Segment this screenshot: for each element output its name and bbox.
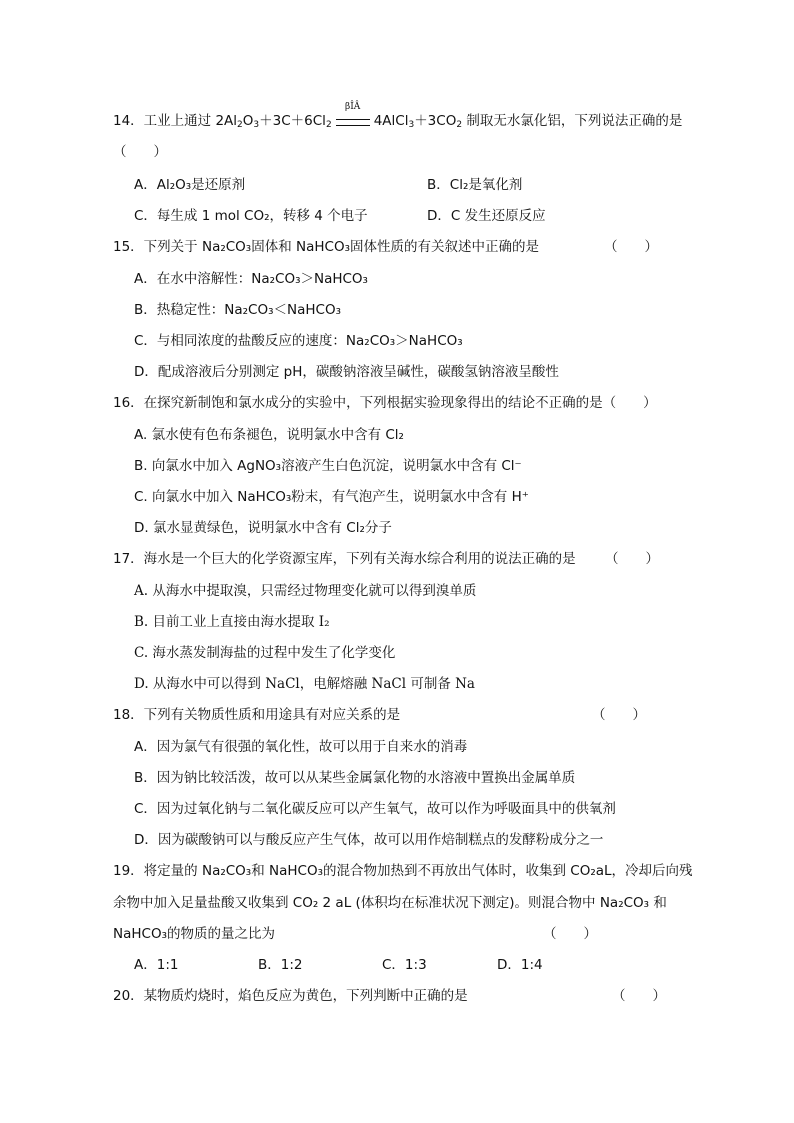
q19-option-d: D．1:4: [497, 957, 543, 973]
q14-sub-2: 3: [253, 120, 260, 130]
reaction-condition: βÎÂ: [345, 102, 361, 112]
reaction-arrow: [334, 102, 372, 130]
q16-option-c: C. 向氯水中加入 NaHCO₃粉末，有气泡产生，说明氯水中含有 H⁺: [134, 489, 529, 505]
q18-option-d: D．因为碳酸钠可以与酸反应产生气体，故可以用作焙制糕点的发酵粉成分之一: [134, 832, 604, 848]
question-14-stem: [113, 102, 683, 130]
answer-paren-18: （ ）: [592, 707, 646, 723]
answer-paren-20: （ ）: [612, 988, 666, 1004]
q14-text-1: 14．工业上通过 2Al: [113, 113, 238, 129]
q15-option-b: B．热稳定性：Na₂CO₃＜NaHCO₃: [134, 302, 341, 318]
q14-sub-5: 2: [456, 120, 463, 130]
q14-text-3: ＋3C＋6Cl: [259, 113, 326, 129]
question-19-line-3: NaHCO₃的物质的量之比为: [113, 926, 275, 942]
q16-option-a: A. 氯水使有色布条褪色，说明氯水中含有 Cl₂: [134, 427, 404, 443]
question-15-stem: 15．下列关于 Na₂CO₃固体和 NaHCO₃固体性质的有关叙述中正确的是: [113, 239, 539, 255]
q14-text-5: ＋3CO: [414, 113, 457, 129]
answer-paren-14: （ ）: [113, 144, 167, 160]
q15-option-d: D．配成溶液后分别测定 pH，碳酸钠溶液呈碱性，碳酸氢钠溶液呈酸性: [134, 364, 559, 380]
question-18-stem: 18．下列有关物质性质和用途具有对应关系的是: [113, 707, 401, 723]
q14-option-a: A．Al₂O₃是还原剂: [134, 177, 246, 193]
question-19-line-1: 19．将定量的 Na₂CO₃和 NaHCO₃的混合物加热到不再放出气体时，收集到 CO₂aL，冷却后向残: [113, 863, 693, 879]
q14-text-2: O: [242, 113, 254, 129]
q19-option-a: A．1:1: [134, 957, 179, 973]
question-17-stem: 17．海水是一个巨大的化学资源宝库，下列有关海水综合利用的说法正确的是: [113, 551, 576, 567]
question-16-stem: 16．在探究新制饱和氯水成分的实验中，下列根据实验现象得出的结论不正确的是（ ）: [113, 395, 657, 411]
q16-option-b: B. 向氯水中加入 AgNO₃溶液产生白色沉淀，说明氯水中含有 Cl⁻: [134, 458, 522, 474]
answer-paren-19: （ ）: [543, 926, 597, 942]
q14-option-b: B．Cl₂是氧化剂: [427, 177, 523, 193]
q14-sub-1: 2: [237, 120, 243, 130]
q14-sub-4: 3: [408, 120, 415, 130]
answer-paren-15: （ ）: [604, 239, 658, 255]
q15-option-c: C．与相同浓度的盐酸反应的速度：Na₂CO₃＞NaHCO₃: [134, 333, 463, 349]
q17-option-d: D. 从海水中可以得到 NaCl，电解熔融 NaCl 可制备 Na: [134, 676, 475, 692]
q19-option-b: B．1:2: [258, 957, 303, 973]
q17-option-b: B. 目前工业上直接由海水提取 I₂: [134, 614, 330, 630]
q17-option-c: C. 海水蒸发制海盐的过程中发生了化学变化: [134, 645, 396, 661]
q17-option-a: A. 从海水中提取溴，只需经过物理变化就可以得到溴单质: [134, 583, 477, 599]
q18-option-c: C．因为过氧化钠与二氧化碳反应可以产生氧气，故可以作为呼吸面具中的供氧剂: [134, 801, 616, 817]
q14-text-4: 4AlCl: [373, 113, 409, 129]
answer-paren-17: （ ）: [605, 551, 659, 567]
q14-sub-3: 2: [325, 120, 332, 130]
q18-option-a: A．因为氯气有很强的氧化性，故可以用于自来水的消毒: [134, 739, 468, 755]
q14-option-c: C．每生成 1 mol CO₂，转移 4 个电子: [134, 208, 368, 224]
question-20-stem: 20．某物质灼烧时，焰色反应为黄色，下列判断中正确的是: [113, 988, 468, 1004]
q14-text-6: 制取无水氯化铝，下列说法正确的是: [462, 113, 683, 129]
q16-option-d: D. 氯水显黄绿色，说明氯水中含有 Cl₂分子: [134, 520, 392, 536]
question-19-line-2: 余物中加入足量盐酸又收集到 CO₂ 2 aL (体积均在标准状况下测定)。则混合物中 Na₂CO₃ 和: [113, 895, 667, 911]
q19-option-c: C．1:3: [382, 957, 427, 973]
q15-option-a: A．在水中溶解性：Na₂CO₃＞NaHCO₃: [134, 271, 368, 287]
q18-option-b: B．因为钠比较活泼，故可以从某些金属氯化物的水溶液中置换出金属单质: [134, 770, 576, 786]
q14-option-d: D．C 发生还原反应: [427, 208, 546, 224]
